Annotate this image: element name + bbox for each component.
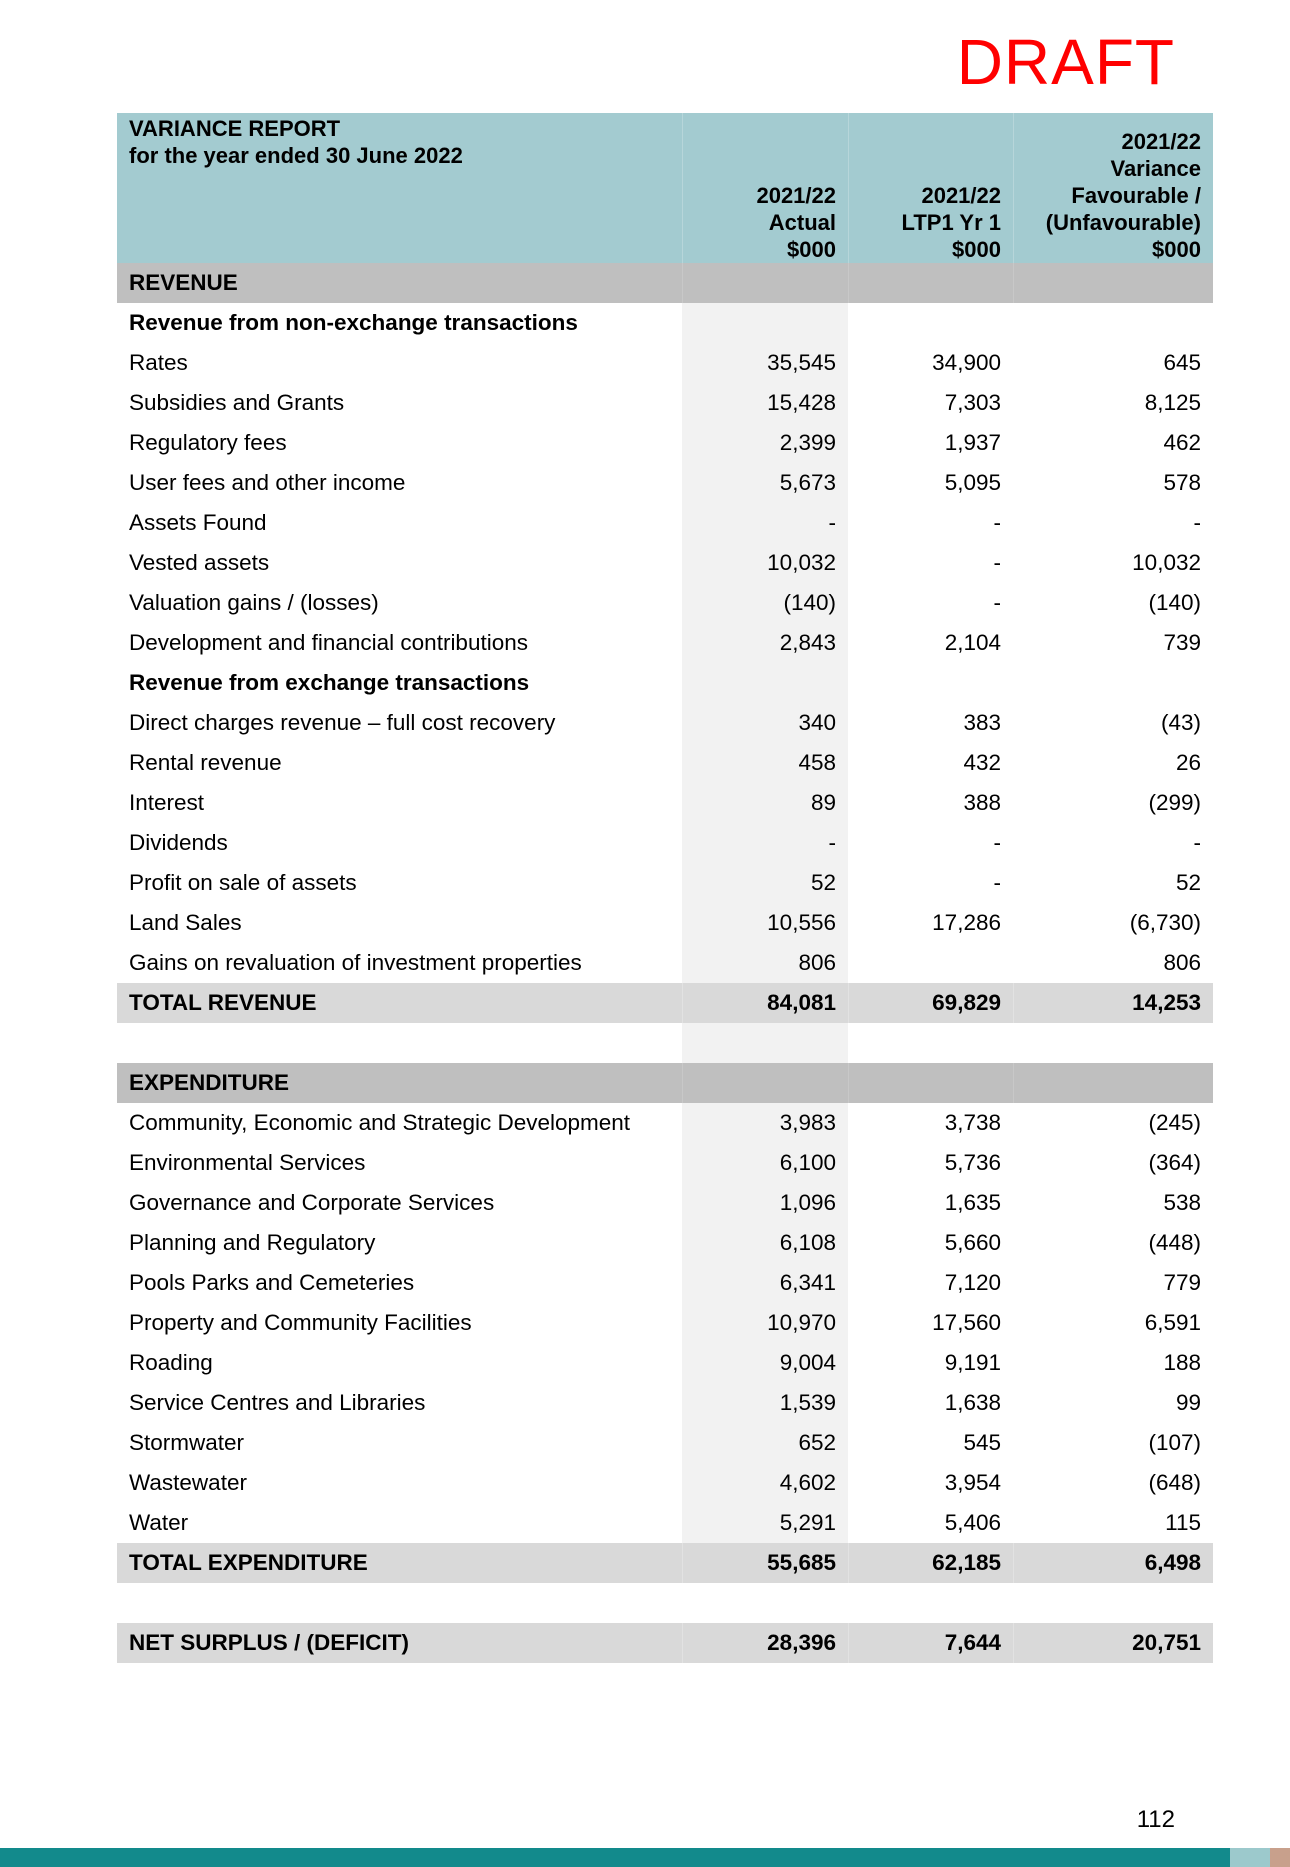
net-surplus-row: NET SURPLUS / (DEFICIT) 28,396 7,644 20,751 — [117, 1623, 1213, 1663]
spacer-row — [117, 1583, 1213, 1623]
subheading-non-exchange: Revenue from non-exchange transactions — [117, 303, 1213, 343]
table-row: Land Sales 10,556 17,286 (6,730) — [117, 903, 1213, 943]
table-row: Stormwater 652 545 (107) — [117, 1423, 1213, 1463]
table-row: Wastewater 4,602 3,954 (648) — [117, 1463, 1213, 1503]
header-actual: 2021/22 Actual $000 — [682, 113, 848, 263]
table-header — [117, 113, 1213, 263]
subheading-exchange: Revenue from exchange transactions — [117, 663, 1213, 703]
table-row: Subsidies and Grants 15,428 7,303 8,125 — [117, 383, 1213, 423]
table-row: Gains on revaluation of investment properties 806 806 — [117, 943, 1213, 983]
table-row: Profit on sale of assets 52 - 52 — [117, 863, 1213, 903]
table-row: Vested assets 10,032 - 10,032 — [117, 543, 1213, 583]
report-subtitle: for the year ended 30 June 2022 — [129, 143, 463, 168]
draft-watermark: DRAFT — [956, 26, 1175, 98]
page-number: 112 — [1136, 1806, 1175, 1833]
header-ltp: 2021/22 LTP1 Yr 1 $000 — [848, 113, 1013, 263]
table-row: Water 5,291 5,406 115 — [117, 1503, 1213, 1543]
table-row: Community, Economic and Strategic Development 3,983 3,738 (245) — [117, 1103, 1213, 1143]
spacer-row — [117, 1023, 1213, 1063]
header-title-cell — [117, 113, 682, 263]
table-row: Development and financial contributions 2,843 2,104 739 — [117, 623, 1213, 663]
table-row: Roading 9,004 9,191 188 — [117, 1343, 1213, 1383]
total-revenue-row: TOTAL REVENUE 84,081 69,829 14,253 — [117, 983, 1213, 1023]
table-row: Planning and Regulatory 6,108 5,660 (448) — [117, 1223, 1213, 1263]
table-row: Service Centres and Libraries 1,539 1,638 99 — [117, 1383, 1213, 1423]
section-expenditure: EXPENDITURE — [117, 1063, 1213, 1103]
table-row: Regulatory fees 2,399 1,937 462 — [117, 423, 1213, 463]
header-variance: 2021/22 Variance Favourable / (Unfavourable) $000 — [1013, 113, 1213, 263]
footer-accent-right — [1270, 1848, 1290, 1867]
table-row: Environmental Services 6,100 5,736 (364) — [117, 1143, 1213, 1183]
section-revenue: REVENUE — [117, 263, 1213, 303]
report-title: VARIANCE REPORT — [129, 116, 341, 141]
table-row: Rental revenue 458 432 26 — [117, 743, 1213, 783]
table-row: Governance and Corporate Services 1,096 1,635 538 — [117, 1183, 1213, 1223]
table-row: Property and Community Facilities 10,970 17,560 6,591 — [117, 1303, 1213, 1343]
total-expenditure-row: TOTAL EXPENDITURE 55,685 62,185 6,498 — [117, 1543, 1213, 1583]
table-row: Valuation gains / (losses) (140) - (140) — [117, 583, 1213, 623]
footer-accent — [1230, 1848, 1270, 1867]
table-row: Pools Parks and Cemeteries 6,341 7,120 779 — [117, 1263, 1213, 1303]
table-row: User fees and other income 5,673 5,095 578 — [117, 463, 1213, 503]
table-row: Rates 35,545 34,900 645 — [117, 343, 1213, 383]
variance-report-table — [117, 113, 1213, 1663]
footer-bar — [0, 1848, 1290, 1867]
table-row: Interest 89 388 (299) — [117, 783, 1213, 823]
table-row: Dividends - - - — [117, 823, 1213, 863]
table-row: Direct charges revenue – full cost recovery 340 383 (43) — [117, 703, 1213, 743]
table-row: Assets Found - - - — [117, 503, 1213, 543]
